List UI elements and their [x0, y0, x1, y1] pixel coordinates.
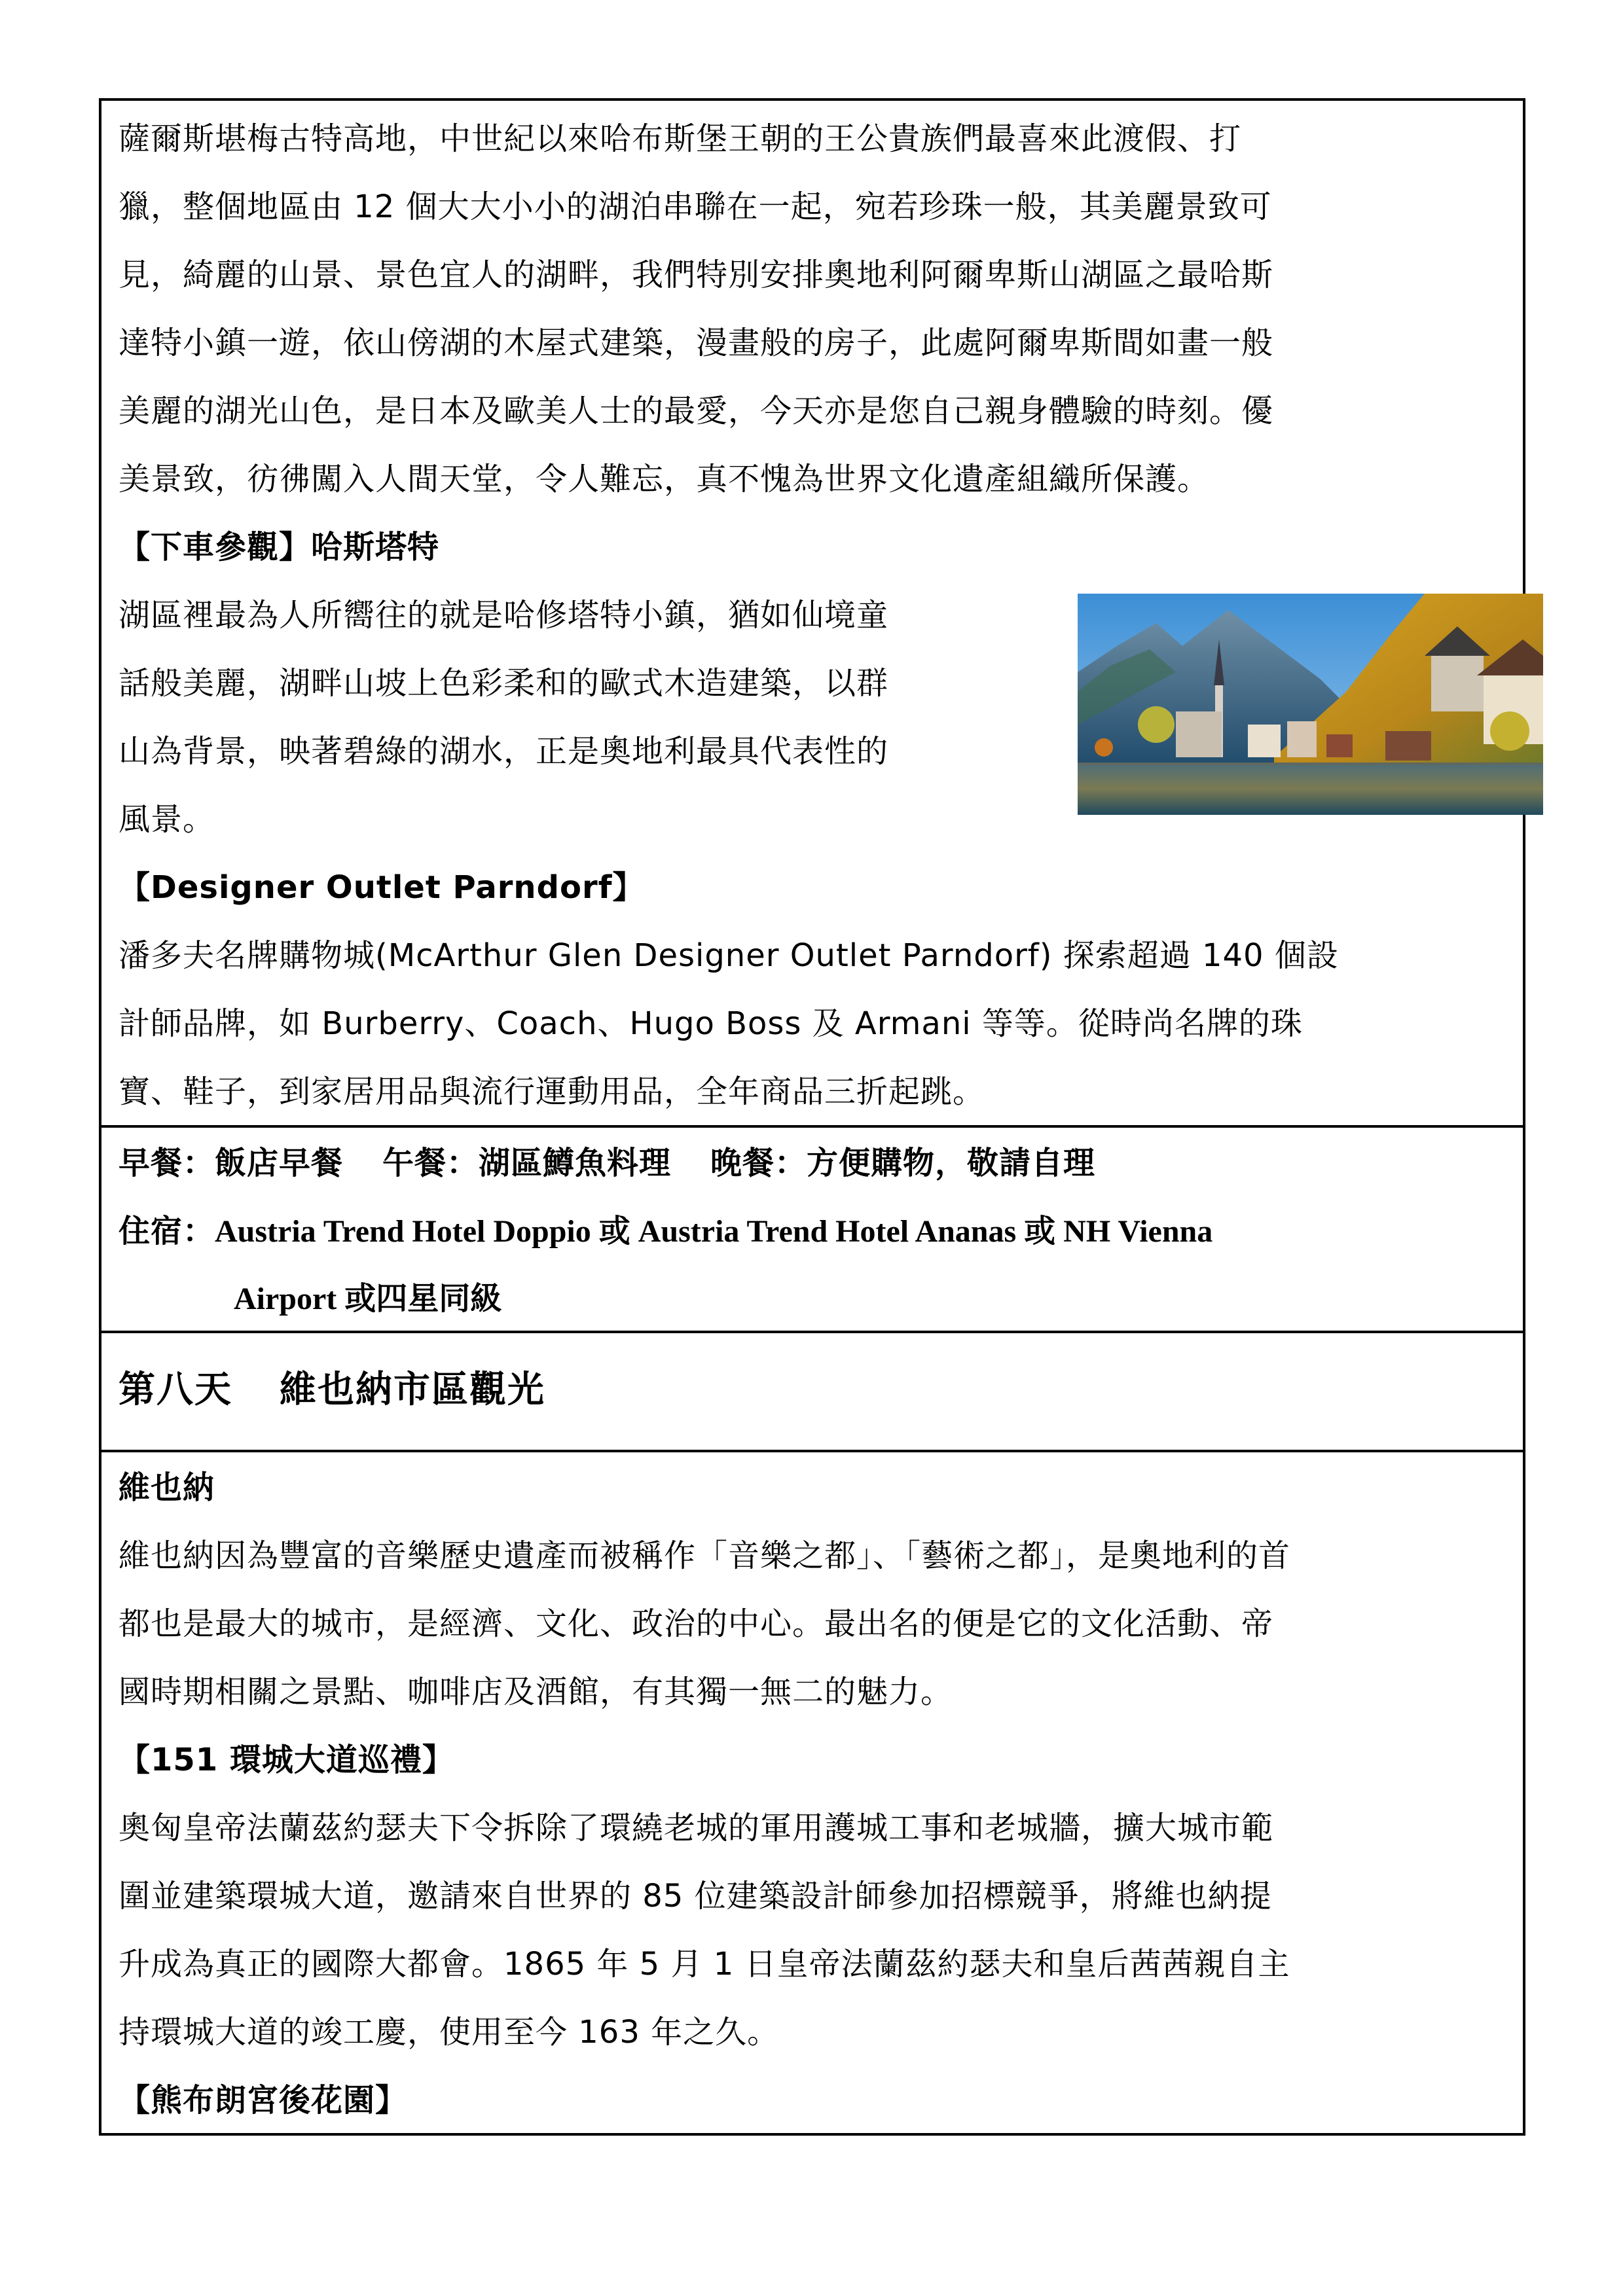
paragraph-line: 維也納因為豐富的音樂歷史遺產而被稱作「音樂之都」、「藝術之都」，是奧地利的首	[119, 1537, 1291, 1574]
paragraph-line: 持環城大道的竣工慶，使用至今 163 年之久。	[119, 2014, 780, 2051]
paragraph-line: 潘多夫名牌購物城(McArthur Glen Designer Outlet Parndorf) 探索超過 140 個設	[119, 937, 1339, 974]
day7-description-cell	[101, 101, 1523, 1126]
paragraph-line: 計師品牌，如 Burberry、Coach、Hugo Boss 及 Armani 等等。從時尚名牌的珠	[119, 1005, 1303, 1042]
day7-description-row	[101, 101, 1523, 1125]
outlet-heading: 【Designer Outlet Parndorf】	[119, 869, 645, 906]
paragraph-line: 都也是最大的城市，是經濟、文化、政治的中心。最出名的便是它的文化活動、帝	[119, 1605, 1274, 1642]
paragraph-line: 獵，整個地區由 12 個大大小小的湖泊串聯在一起，宛若珍珠一般，其美麗景致可	[119, 188, 1272, 225]
itinerary-table	[99, 98, 1525, 2136]
paragraph-line: 話般美麗，湖畔山坡上色彩柔和的歐式木造建築，以群	[119, 665, 889, 702]
paragraph-line: 湖區裡最為人所嚮往的就是哈修塔特小鎮，猶如仙境童	[119, 597, 889, 634]
paragraph-line: 圍並建築環城大道，邀請來自世界的 85 位建築設計師參加招標競爭，將維也納提	[119, 1878, 1272, 1914]
hallstatt-block	[119, 581, 1507, 853]
hallstatt-heading: 【下車參觀】哈斯塔特	[119, 529, 440, 565]
paragraph-line: 美麗的湖光山色，是日本及歐美人士的最愛，今天亦是您自己親身體驗的時刻。優	[119, 393, 1274, 429]
day8-description-cell	[101, 1452, 1523, 2134]
accommodation-line-continued: Airport 或四星同級	[234, 1282, 502, 1316]
day8-heading-row	[101, 1331, 1523, 1450]
dinner-info: 晚餐：方便購物，敬請自理	[710, 1145, 1096, 1181]
day-label: 第八天	[119, 1369, 232, 1411]
paragraph-line: 寶、鞋子，到家居用品與流行運動用品，全年商品三折起跳。	[119, 1073, 985, 1110]
meals-line	[119, 1129, 1507, 1197]
day-title: 維也納市區觀光	[280, 1369, 545, 1411]
ringstrasse-heading: 【151 環城大道巡禮】	[119, 1742, 454, 1778]
paragraph-line: 美景致，彷彿闖入人間天堂，令人難忘，真不愧為世界文化遺產組織所保護。	[119, 461, 1210, 497]
accommodation-line	[119, 1197, 1507, 1265]
schonbrunn-garden-heading: 【熊布朗宮後花園】	[119, 2082, 408, 2119]
breakfast-info: 早餐：飯店早餐	[119, 1145, 344, 1181]
paragraph-line: 見，綺麗的山景、景色宜人的湖畔，我們特別安排奧地利阿爾卑斯山湖區之最哈斯	[119, 257, 1274, 293]
paragraph-line: 達特小鎮一遊，依山傍湖的木屋式建築，漫畫般的房子，此處阿爾卑斯間如畫一般	[119, 325, 1274, 361]
hotel-options: Austria Trend Hotel Doppio 或 Austria Trend Hotel Ananas 或 NH Vienna	[215, 1214, 1213, 1249]
meals-accommodation-row	[101, 1125, 1523, 1331]
hallstatt-photo	[1078, 594, 1543, 815]
paragraph-line: 山為背景，映著碧綠的湖水，正是奧地利最具代表性的	[119, 733, 889, 770]
paragraph-line: 升成為真正的國際大都會。1865 年 5 月 1 日皇帝法蘭茲約瑟夫和皇后茜茜親自主	[119, 1946, 1290, 1982]
day8-description-row	[101, 1450, 1523, 2133]
vienna-heading: 維也納	[119, 1469, 215, 1506]
paragraph-line: 風景。	[119, 801, 215, 838]
accommodation-label: 住宿：	[119, 1213, 215, 1249]
paragraph-line: 奧匈皇帝法蘭茲約瑟夫下令拆除了環繞老城的軍用護城工事和老城牆，擴大城市範	[119, 1810, 1274, 1846]
paragraph-line: 國時期相關之景點、咖啡店及酒館，有其獨一無二的魅力。	[119, 1674, 953, 1710]
paragraph-line: 薩爾斯堪梅古特高地，中世紀以來哈布斯堡王朝的王公貴族們最喜來此渡假、打	[119, 120, 1242, 157]
lunch-info: 午餐：湖區鱒魚料理	[382, 1145, 672, 1181]
meals-accommodation-cell	[101, 1128, 1523, 1333]
day8-heading	[101, 1333, 1523, 1447]
